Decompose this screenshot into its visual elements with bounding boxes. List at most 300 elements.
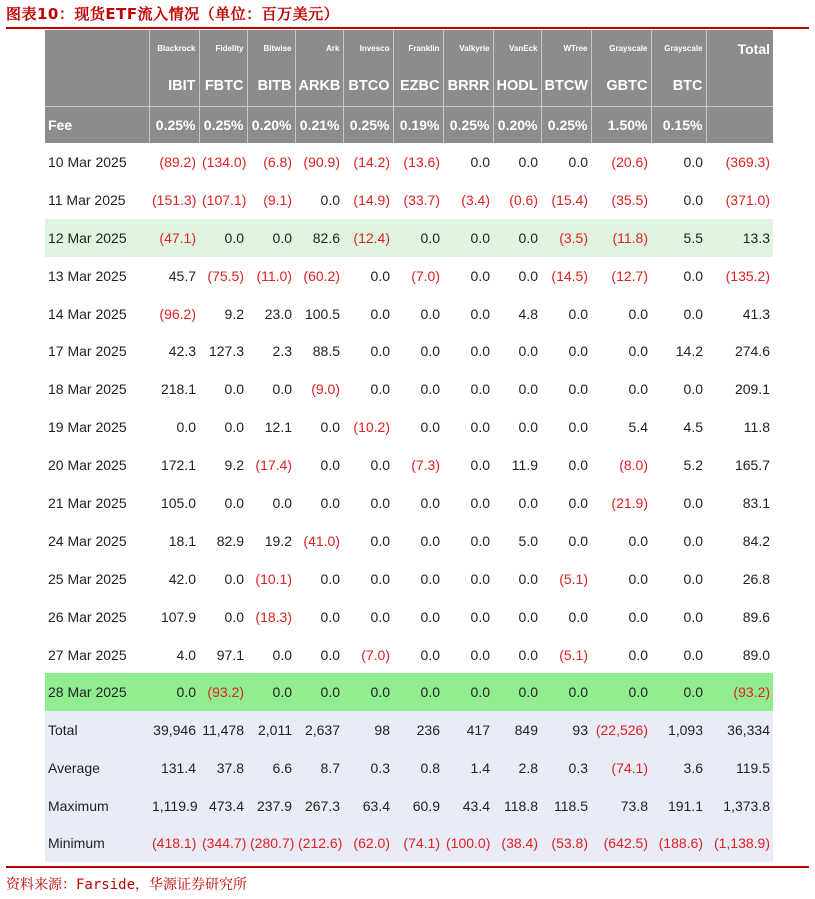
flow-cell: 0.0 xyxy=(295,673,343,711)
summary-cell: (344.7) xyxy=(199,825,247,863)
summary-cell: 2.8 xyxy=(493,749,541,787)
etf-flow-table xyxy=(45,30,773,862)
flow-cell: 97.1 xyxy=(199,636,247,674)
flow-cell: 172.1 xyxy=(149,446,199,484)
flow-cell: (12.4) xyxy=(343,219,393,257)
summary-total: (1,138.9) xyxy=(706,825,773,863)
summary-cell: 60.9 xyxy=(393,787,443,825)
flow-cell: 0.0 xyxy=(199,484,247,522)
summary-cell: 236 xyxy=(393,711,443,749)
flow-cell: 0.0 xyxy=(393,219,443,257)
summary-cell: 98 xyxy=(343,711,393,749)
flow-cell: (8.0) xyxy=(591,446,651,484)
summary-label: Average xyxy=(45,749,149,787)
flow-cell: 0.0 xyxy=(443,560,493,598)
flow-cell: 23.0 xyxy=(247,295,295,333)
ticker-header: ARKB xyxy=(295,67,343,106)
summary-total: 119.5 xyxy=(706,749,773,787)
summary-cell: 37.8 xyxy=(199,749,247,787)
fee-value: 0.25% xyxy=(443,106,493,143)
ticker-header: BTCO xyxy=(343,67,393,106)
summary-total: 1,373.8 xyxy=(706,787,773,825)
flow-cell: 0.0 xyxy=(343,560,393,598)
flow-cell: (10.1) xyxy=(247,560,295,598)
flow-cell: 0.0 xyxy=(651,143,706,181)
flow-cell: (134.0) xyxy=(199,143,247,181)
summary-cell: 11,478 xyxy=(199,711,247,749)
flow-cell: 19.2 xyxy=(247,522,295,560)
fee-value: 0.25% xyxy=(199,106,247,143)
flow-cell: 0.0 xyxy=(443,257,493,295)
flow-cell: 9.2 xyxy=(199,295,247,333)
flow-cell: 0.0 xyxy=(541,332,591,370)
flow-cell: 0.0 xyxy=(393,332,443,370)
flow-cell: 0.0 xyxy=(591,560,651,598)
flow-cell: (107.1) xyxy=(199,181,247,219)
row-date: 24 Mar 2025 xyxy=(45,522,149,560)
row-date: 20 Mar 2025 xyxy=(45,446,149,484)
row-total: (369.3) xyxy=(706,143,773,181)
row-total: 209.1 xyxy=(706,370,773,408)
ticker-header: IBIT xyxy=(149,67,199,106)
flow-cell: (9.1) xyxy=(247,181,295,219)
summary-cell: 237.9 xyxy=(247,787,295,825)
fee-value: 0.25% xyxy=(541,106,591,143)
flow-cell: 0.0 xyxy=(443,295,493,333)
flow-cell: 0.0 xyxy=(651,560,706,598)
fee-value: 0.21% xyxy=(295,106,343,143)
flow-cell: (60.2) xyxy=(295,257,343,295)
row-date: 17 Mar 2025 xyxy=(45,332,149,370)
corner-cell xyxy=(45,30,149,67)
row-total: 13.3 xyxy=(706,219,773,257)
summary-cell: (642.5) xyxy=(591,825,651,863)
summary-cell: 39,946 xyxy=(149,711,199,749)
flow-cell: 0.0 xyxy=(295,636,343,674)
flow-cell: 0.0 xyxy=(343,446,393,484)
flow-cell: (33.7) xyxy=(393,181,443,219)
table-row xyxy=(45,408,773,446)
flow-cell: (15.4) xyxy=(541,181,591,219)
row-total: 274.6 xyxy=(706,332,773,370)
flow-cell: (21.9) xyxy=(591,484,651,522)
flow-cell: 0.0 xyxy=(541,370,591,408)
flow-cell: 0.0 xyxy=(651,598,706,636)
row-date: 21 Mar 2025 xyxy=(45,484,149,522)
fee-value: 0.20% xyxy=(247,106,295,143)
summary-cell: 267.3 xyxy=(295,787,343,825)
table-row xyxy=(45,295,773,333)
flow-cell: 0.0 xyxy=(541,484,591,522)
summary-cell: (53.8) xyxy=(541,825,591,863)
row-total: (135.2) xyxy=(706,257,773,295)
row-date: 12 Mar 2025 xyxy=(45,219,149,257)
flow-cell: (7.0) xyxy=(393,257,443,295)
row-date: 28 Mar 2025 xyxy=(45,673,149,711)
summary-cell: (280.7) xyxy=(247,825,295,863)
summary-cell: (74.1) xyxy=(591,749,651,787)
summary-cell: (74.1) xyxy=(393,825,443,863)
table-row xyxy=(45,181,773,219)
row-date: 19 Mar 2025 xyxy=(45,408,149,446)
flow-cell: 0.0 xyxy=(443,446,493,484)
flow-cell: (7.0) xyxy=(343,636,393,674)
summary-cell: (62.0) xyxy=(343,825,393,863)
row-total: 26.8 xyxy=(706,560,773,598)
summary-cell: 63.4 xyxy=(343,787,393,825)
summary-cell: 118.5 xyxy=(541,787,591,825)
flow-cell: 0.0 xyxy=(393,408,443,446)
ticker-header-row xyxy=(45,67,773,106)
flow-cell: 0.0 xyxy=(343,522,393,560)
ticker-header: FBTC xyxy=(199,67,247,106)
flow-cell: 0.0 xyxy=(443,522,493,560)
summary-cell: (418.1) xyxy=(149,825,199,863)
row-date: 25 Mar 2025 xyxy=(45,560,149,598)
fee-value: 0.20% xyxy=(493,106,541,143)
summary-cell: 131.4 xyxy=(149,749,199,787)
summary-cell: 417 xyxy=(443,711,493,749)
issuer-header: VanEck xyxy=(493,30,541,67)
fee-value: 0.25% xyxy=(149,106,199,143)
flow-cell: (90.9) xyxy=(295,143,343,181)
flow-cell: 0.0 xyxy=(443,484,493,522)
flow-cell: 4.0 xyxy=(149,636,199,674)
flow-cell: 0.0 xyxy=(541,143,591,181)
row-date: 11 Mar 2025 xyxy=(45,181,149,219)
flow-cell: 0.0 xyxy=(591,598,651,636)
flow-cell: 0.0 xyxy=(493,257,541,295)
row-total: 89.6 xyxy=(706,598,773,636)
summary-cell: 0.3 xyxy=(343,749,393,787)
flow-cell: 0.0 xyxy=(591,295,651,333)
flow-cell: (0.6) xyxy=(493,181,541,219)
summary-cell: 473.4 xyxy=(199,787,247,825)
fee-total-cell xyxy=(706,106,773,143)
summary-row xyxy=(45,749,773,787)
flow-cell: 0.0 xyxy=(493,484,541,522)
flow-cell: (12.7) xyxy=(591,257,651,295)
summary-cell: 1,119.9 xyxy=(149,787,199,825)
flow-cell: 0.0 xyxy=(541,408,591,446)
flow-cell: (75.5) xyxy=(199,257,247,295)
row-date: 13 Mar 2025 xyxy=(45,257,149,295)
flow-cell: 5.4 xyxy=(591,408,651,446)
flow-cell: 0.0 xyxy=(651,257,706,295)
flow-cell: 4.8 xyxy=(493,295,541,333)
flow-cell: 0.0 xyxy=(199,408,247,446)
top-divider xyxy=(6,27,809,29)
summary-cell: 6.6 xyxy=(247,749,295,787)
flow-cell: 0.0 xyxy=(443,219,493,257)
flow-cell: 0.0 xyxy=(393,636,443,674)
issuer-header: Invesco xyxy=(343,30,393,67)
flow-cell: 100.5 xyxy=(295,295,343,333)
flow-cell: 14.2 xyxy=(651,332,706,370)
ticker-total-cell xyxy=(706,67,773,106)
flow-cell: 0.0 xyxy=(541,295,591,333)
summary-cell: 1,093 xyxy=(651,711,706,749)
flow-cell: 0.0 xyxy=(199,370,247,408)
row-total: (93.2) xyxy=(706,673,773,711)
flow-cell: 88.5 xyxy=(295,332,343,370)
flow-cell: 0.0 xyxy=(591,522,651,560)
summary-cell: 2,011 xyxy=(247,711,295,749)
fee-row xyxy=(45,106,773,143)
issuer-header: Grayscale xyxy=(651,30,706,67)
summary-cell: 191.1 xyxy=(651,787,706,825)
summary-label: Total xyxy=(45,711,149,749)
flow-cell: 0.0 xyxy=(493,370,541,408)
flow-cell: 0.0 xyxy=(493,408,541,446)
flow-cell: 0.0 xyxy=(343,598,393,636)
flow-cell: 0.0 xyxy=(295,181,343,219)
row-total: 83.1 xyxy=(706,484,773,522)
flow-cell: 0.0 xyxy=(493,332,541,370)
summary-row xyxy=(45,787,773,825)
flow-cell: 0.0 xyxy=(443,143,493,181)
flow-cell: 218.1 xyxy=(149,370,199,408)
summary-cell: (212.6) xyxy=(295,825,343,863)
flow-cell: 0.0 xyxy=(247,673,295,711)
flow-cell: 0.0 xyxy=(541,673,591,711)
flow-cell: 0.0 xyxy=(651,636,706,674)
flow-cell: (17.4) xyxy=(247,446,295,484)
summary-cell: 43.4 xyxy=(443,787,493,825)
flow-cell: 0.0 xyxy=(343,370,393,408)
flow-cell: 0.0 xyxy=(149,408,199,446)
row-total: 84.2 xyxy=(706,522,773,560)
flow-cell: 0.0 xyxy=(493,598,541,636)
flow-cell: 0.0 xyxy=(247,636,295,674)
flow-cell: (14.9) xyxy=(343,181,393,219)
summary-label: Maximum xyxy=(45,787,149,825)
flow-cell: 0.0 xyxy=(493,143,541,181)
flow-cell: (6.8) xyxy=(247,143,295,181)
flow-cell: 0.0 xyxy=(443,408,493,446)
flow-cell: 12.1 xyxy=(247,408,295,446)
summary-total: 36,334 xyxy=(706,711,773,749)
row-date: 14 Mar 2025 xyxy=(45,295,149,333)
flow-cell: (35.5) xyxy=(591,181,651,219)
flow-cell: 0.0 xyxy=(443,636,493,674)
summary-cell: (22,526) xyxy=(591,711,651,749)
flow-cell: 0.0 xyxy=(393,673,443,711)
flow-cell: 0.0 xyxy=(493,219,541,257)
flow-cell: (13.6) xyxy=(393,143,443,181)
flow-cell: 82.9 xyxy=(199,522,247,560)
flow-cell: 0.0 xyxy=(591,636,651,674)
flow-cell: 0.0 xyxy=(393,598,443,636)
flow-cell: 0.0 xyxy=(393,522,443,560)
fee-value: 1.50% xyxy=(591,106,651,143)
flow-cell: 0.0 xyxy=(541,522,591,560)
issuer-header: Grayscale xyxy=(591,30,651,67)
table-row xyxy=(45,257,773,295)
source-note: 资料来源：Farside，华源证券研究所 xyxy=(6,877,248,893)
ticker-header: BITB xyxy=(247,67,295,106)
issuer-header-row xyxy=(45,30,773,67)
row-date: 10 Mar 2025 xyxy=(45,143,149,181)
flow-cell: 5.5 xyxy=(651,219,706,257)
issuer-header: WTree xyxy=(541,30,591,67)
fee-value: 0.15% xyxy=(651,106,706,143)
summary-cell: (38.4) xyxy=(493,825,541,863)
flow-cell: 5.0 xyxy=(493,522,541,560)
row-total: 89.0 xyxy=(706,636,773,674)
flow-cell: 0.0 xyxy=(393,484,443,522)
flow-cell: 0.0 xyxy=(493,636,541,674)
flow-cell: (5.1) xyxy=(541,636,591,674)
fee-label: Fee xyxy=(45,106,149,143)
flow-cell: (93.2) xyxy=(199,673,247,711)
flow-cell: 0.0 xyxy=(591,673,651,711)
flow-cell: 42.0 xyxy=(149,560,199,598)
ticker-header: GBTC xyxy=(591,67,651,106)
flow-cell: (11.8) xyxy=(591,219,651,257)
figure-title: 图表10：现货ETF流入情况（单位：百万美元） xyxy=(6,5,340,23)
flow-cell: 0.0 xyxy=(343,484,393,522)
issuer-header: Blackrock xyxy=(149,30,199,67)
issuer-header: Valkyrie xyxy=(443,30,493,67)
flow-cell: 0.0 xyxy=(651,181,706,219)
flow-cell: (14.2) xyxy=(343,143,393,181)
summary-row xyxy=(45,825,773,863)
flow-cell: (96.2) xyxy=(149,295,199,333)
fee-value: 0.25% xyxy=(343,106,393,143)
bottom-divider xyxy=(6,866,809,868)
table-row xyxy=(45,143,773,181)
ticker-header: EZBC xyxy=(393,67,443,106)
ticker-header: BTCW xyxy=(541,67,591,106)
summary-cell: 8.7 xyxy=(295,749,343,787)
row-total: (371.0) xyxy=(706,181,773,219)
flow-cell: 127.3 xyxy=(199,332,247,370)
row-date: 26 Mar 2025 xyxy=(45,598,149,636)
summary-cell: (100.0) xyxy=(443,825,493,863)
flow-cell: 0.0 xyxy=(343,332,393,370)
table-row xyxy=(45,446,773,484)
summary-cell: 73.8 xyxy=(591,787,651,825)
issuer-header: Bitwise xyxy=(247,30,295,67)
table-row xyxy=(45,636,773,674)
table-row xyxy=(45,484,773,522)
issuer-header: Franklin xyxy=(393,30,443,67)
flow-cell: (3.4) xyxy=(443,181,493,219)
flow-cell: 0.0 xyxy=(591,370,651,408)
flow-cell: (41.0) xyxy=(295,522,343,560)
fee-value: 0.19% xyxy=(393,106,443,143)
flow-cell: 0.0 xyxy=(443,673,493,711)
table-row xyxy=(45,332,773,370)
table-row xyxy=(45,560,773,598)
flow-cell: 0.0 xyxy=(541,598,591,636)
table-body xyxy=(45,30,773,862)
flow-cell: (89.2) xyxy=(149,143,199,181)
flow-cell: 11.9 xyxy=(493,446,541,484)
flow-cell: 5.2 xyxy=(651,446,706,484)
row-total: 41.3 xyxy=(706,295,773,333)
flow-cell: 0.0 xyxy=(493,673,541,711)
summary-cell: 93 xyxy=(541,711,591,749)
summary-cell: 1.4 xyxy=(443,749,493,787)
flow-cell: (151.3) xyxy=(149,181,199,219)
flow-cell: (3.5) xyxy=(541,219,591,257)
summary-cell: 118.8 xyxy=(493,787,541,825)
ticker-header: BTC xyxy=(651,67,706,106)
flow-cell: 0.0 xyxy=(343,673,393,711)
table-row xyxy=(45,219,773,257)
flow-cell: 0.0 xyxy=(295,446,343,484)
flow-cell: (7.3) xyxy=(393,446,443,484)
flow-cell: 0.0 xyxy=(443,598,493,636)
table-row xyxy=(45,598,773,636)
flow-cell: 82.6 xyxy=(295,219,343,257)
ticker-header: BRRR xyxy=(443,67,493,106)
flow-cell: 0.0 xyxy=(343,257,393,295)
row-date: 18 Mar 2025 xyxy=(45,370,149,408)
flow-cell: 0.0 xyxy=(443,332,493,370)
flow-cell: 45.7 xyxy=(149,257,199,295)
flow-cell: 0.0 xyxy=(651,522,706,560)
flow-cell: 105.0 xyxy=(149,484,199,522)
flow-cell: 107.9 xyxy=(149,598,199,636)
flow-cell: (47.1) xyxy=(149,219,199,257)
summary-cell: (188.6) xyxy=(651,825,706,863)
flow-cell: 42.3 xyxy=(149,332,199,370)
flow-cell: 0.0 xyxy=(199,219,247,257)
flow-cell: 9.2 xyxy=(199,446,247,484)
flow-cell: 0.0 xyxy=(393,560,443,598)
flow-cell: 0.0 xyxy=(443,370,493,408)
flow-cell: (10.2) xyxy=(343,408,393,446)
ticker-header: HODL xyxy=(493,67,541,106)
flow-cell: 0.0 xyxy=(651,370,706,408)
table-row xyxy=(45,370,773,408)
summary-label: Minimum xyxy=(45,825,149,863)
flow-cell: 0.0 xyxy=(247,370,295,408)
flow-cell: 0.0 xyxy=(343,295,393,333)
flow-cell: (20.6) xyxy=(591,143,651,181)
flow-cell: (9.0) xyxy=(295,370,343,408)
row-total: 11.8 xyxy=(706,408,773,446)
flow-cell: 0.0 xyxy=(295,484,343,522)
table-row xyxy=(45,673,773,711)
flow-cell: 0.0 xyxy=(199,598,247,636)
flow-cell: (11.0) xyxy=(247,257,295,295)
summary-cell: 849 xyxy=(493,711,541,749)
row-date: 27 Mar 2025 xyxy=(45,636,149,674)
issuer-header: Ark xyxy=(295,30,343,67)
flow-cell: 0.0 xyxy=(247,484,295,522)
flow-cell: (5.1) xyxy=(541,560,591,598)
flow-cell: 0.0 xyxy=(149,673,199,711)
flow-cell: 0.0 xyxy=(393,370,443,408)
flow-cell: (14.5) xyxy=(541,257,591,295)
flow-cell: 0.0 xyxy=(493,560,541,598)
flow-cell: 0.0 xyxy=(199,560,247,598)
summary-cell: 2,637 xyxy=(295,711,343,749)
issuer-header: Fidelity xyxy=(199,30,247,67)
ticker-corner-cell xyxy=(45,67,149,106)
flow-cell: 0.0 xyxy=(651,484,706,522)
summary-cell: 0.8 xyxy=(393,749,443,787)
summary-row xyxy=(45,711,773,749)
flow-cell: 18.1 xyxy=(149,522,199,560)
flow-cell: 0.0 xyxy=(651,295,706,333)
flow-cell: 0.0 xyxy=(295,598,343,636)
flow-cell: 0.0 xyxy=(651,673,706,711)
